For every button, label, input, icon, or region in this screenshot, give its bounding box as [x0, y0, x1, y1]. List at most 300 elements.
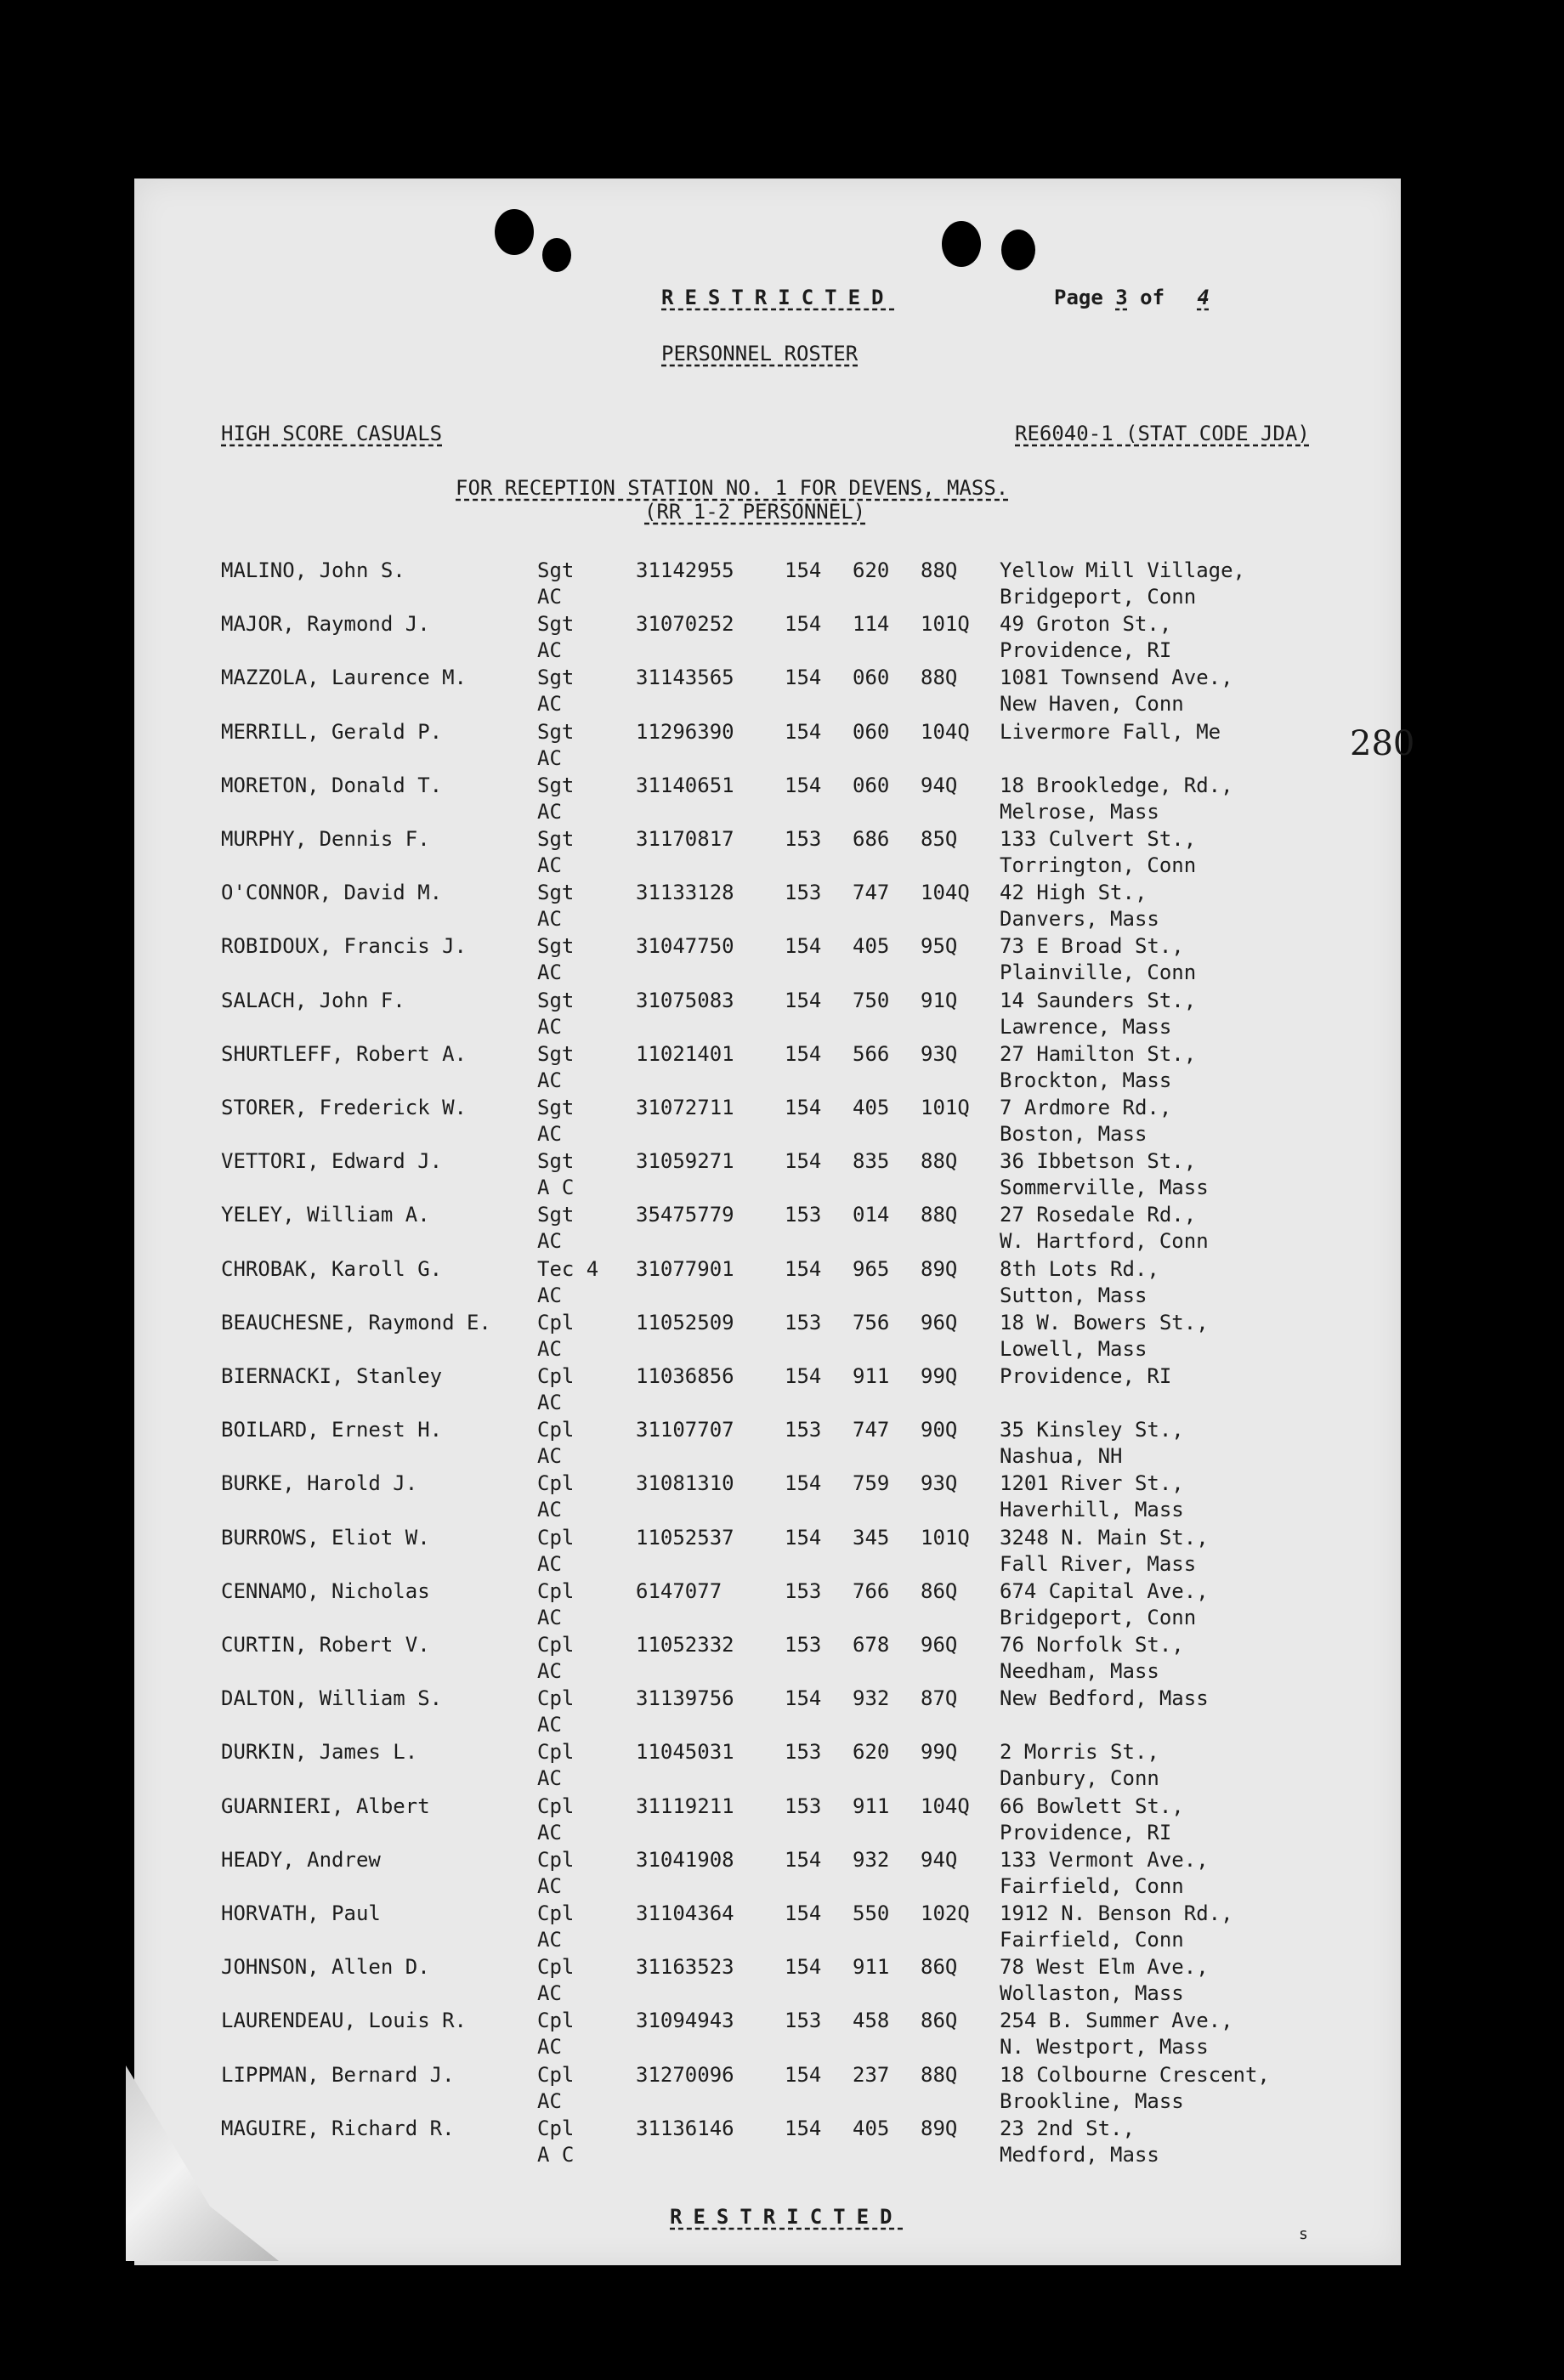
station-code: RE6040-1 (STAT CODE JDA) [1015, 422, 1310, 445]
roster-score: 93Q [921, 1471, 958, 1496]
roster-arm: AC [537, 1659, 562, 1683]
roster-grade: Cpl [537, 2009, 575, 2033]
roster-serial: 6147077 [636, 1578, 722, 1603]
roster-score: 104Q [921, 719, 970, 744]
roster-address-line2: Brookline, Mass [1000, 2088, 1184, 2113]
roster-address-line2: Bridgeport, Conn [1000, 585, 1197, 609]
roster-document-page [134, 178, 1401, 2265]
roster-address-line2: Danbury, Conn [1000, 1766, 1159, 1791]
roster-serial: 31077901 [636, 1256, 734, 1281]
roster-serial: 31041908 [636, 1847, 734, 1872]
roster-name: MERRILL, Gerald P. [221, 719, 443, 744]
roster-address-line1: 3248 N. Main St., [1000, 1525, 1209, 1550]
roster-address-line1: 18 Colbourne Crescent, [1000, 2062, 1270, 2087]
roster-arm: AC [537, 853, 562, 877]
roster-name: CHROBAK, Karoll G. [221, 1256, 443, 1281]
roster-grade: Cpl [537, 1525, 575, 1550]
roster-mos-1: 154 [785, 934, 822, 959]
roster-serial: 31139756 [636, 1686, 734, 1711]
table-row [134, 773, 1401, 827]
roster-score: 94Q [921, 1847, 958, 1872]
roster-address-line1: Yellow Mill Village, [1000, 558, 1245, 582]
roster-mos-2: 014 [853, 1203, 890, 1227]
roster-mos-2: 060 [853, 719, 890, 744]
table-row [134, 1954, 1401, 2009]
roster-address-line1: 1201 River St., [1000, 1471, 1184, 1496]
roster-address-line2: Fall River, Mass [1000, 1551, 1197, 1576]
roster-mos-2: 345 [853, 1525, 890, 1550]
roster-arm: AC [537, 1928, 562, 1952]
table-row [134, 1847, 1401, 1901]
roster-arm: AC [537, 1391, 562, 1414]
roster-address-line1: 73 E Broad St., [1000, 934, 1184, 959]
roster-grade: Cpl [537, 1364, 575, 1388]
roster-name: SALACH, John F. [221, 988, 405, 1012]
roster-address-line1: 23 2nd St., [1000, 2116, 1135, 2140]
roster-serial: 31047750 [636, 934, 734, 959]
roster-mos-1: 153 [785, 1578, 822, 1603]
roster-name: BURKE, Harold J. [221, 1471, 418, 1496]
roster-arm: AC [537, 692, 562, 717]
table-row [134, 1095, 1401, 1149]
roster-score: 104Q [921, 881, 970, 905]
roster-arm: AC [537, 1820, 562, 1844]
roster-grade: Cpl [537, 1310, 575, 1334]
roster-grade: Cpl [537, 1740, 575, 1765]
punch-hole [495, 209, 534, 255]
roster-grade: Sgt [537, 666, 575, 690]
roster-mos-1: 154 [785, 1471, 822, 1496]
roster-address-line1: 14 Saunders St., [1000, 988, 1197, 1012]
roster-score: 91Q [921, 988, 958, 1012]
table-row [134, 611, 1401, 666]
roster-serial: 11296390 [636, 719, 734, 744]
roster-arm: AC [537, 1336, 562, 1361]
roster-mos-1: 154 [785, 666, 822, 690]
roster-mos-2: 060 [853, 773, 890, 797]
roster-address-line1: New Bedford, Mass [1000, 1686, 1209, 1711]
roster-mos-2: 405 [853, 2116, 890, 2140]
roster-serial: 31136146 [636, 2116, 734, 2140]
classification-footer: RESTRICTED [670, 2205, 904, 2229]
roster-address-line2: Sommerville, Mass [1000, 1176, 1209, 1200]
roster-address-line1: Livermore Fall, Me [1000, 719, 1221, 744]
punch-hole [542, 238, 571, 272]
roster-grade: Sgt [537, 934, 575, 959]
roster-address-line2: Boston, Mass [1000, 1122, 1148, 1146]
roster-name: MALINO, John S. [221, 558, 405, 582]
roster-address-line2: Danvers, Mass [1000, 907, 1159, 932]
roster-serial: 31075083 [636, 988, 734, 1012]
roster-mos-1: 153 [785, 1794, 822, 1818]
roster-mos-2: 686 [853, 827, 890, 851]
roster-arm: AC [537, 1014, 562, 1039]
roster-mos-2: 678 [853, 1633, 890, 1657]
roster-score: 95Q [921, 934, 958, 959]
roster-arm: A C [537, 2142, 575, 2167]
roster-mos-1: 153 [785, 1310, 822, 1334]
roster-score: 88Q [921, 2062, 958, 2087]
table-row [134, 2062, 1401, 2116]
page-of-label: of [1140, 286, 1165, 309]
roster-score: 101Q [921, 1096, 970, 1119]
roster-address-line1: 42 High St., [1000, 881, 1148, 905]
roster-address-line1: 78 West Elm Ave., [1000, 1955, 1209, 1980]
roster-address-line1: Providence, RI [1000, 1364, 1172, 1388]
roster-address-line2: W. Hartford, Conn [1000, 1229, 1209, 1254]
roster-arm: AC [537, 799, 562, 824]
roster-mos-2: 766 [853, 1578, 890, 1603]
roster-serial: 31143565 [636, 666, 734, 690]
roster-grade: Sgt [537, 1041, 575, 1066]
roster-address-line1: 35 Kinsley St., [1000, 1418, 1184, 1442]
roster-score: 85Q [921, 827, 958, 851]
roster-address-line2: Brockton, Mass [1000, 1068, 1172, 1092]
roster-mos-2: 620 [853, 1740, 890, 1765]
roster-mos-2: 932 [853, 1686, 890, 1711]
document-title: PERSONNEL ROSTER [661, 342, 858, 366]
roster-address-line2: Lawrence, Mass [1000, 1014, 1172, 1039]
roster-grade: Sgt [537, 1096, 575, 1119]
roster-name: BIERNACKI, Stanley [221, 1364, 443, 1388]
table-row [134, 1901, 1401, 1955]
roster-grade: Sgt [537, 773, 575, 797]
roster-name: BEAUCHESNE, Raymond E. [221, 1310, 491, 1334]
roster-address-line1: 18 Brookledge, Rd., [1000, 773, 1233, 797]
roster-grade: Cpl [537, 1847, 575, 1872]
roster-serial: 31270096 [636, 2062, 734, 2087]
roster-grade: Sgt [537, 719, 575, 744]
roster-mos-2: 566 [853, 1041, 890, 1066]
roster-mos-2: 747 [853, 1418, 890, 1442]
roster-address-line2: Wollaston, Mass [1000, 1981, 1184, 2006]
roster-grade: Cpl [537, 2062, 575, 2087]
roster-mos-1: 154 [785, 1096, 822, 1119]
roster-grade: Sgt [537, 1149, 575, 1174]
roster-arm: AC [537, 1766, 562, 1791]
roster-arm: AC [537, 1605, 562, 1629]
roster-name: BOILARD, Ernest H. [221, 1418, 443, 1442]
roster-score: 101Q [921, 1525, 970, 1550]
roster-mos-1: 154 [785, 1149, 822, 1174]
roster-grade: Sgt [537, 881, 575, 905]
roster-address-line2: Plainville, Conn [1000, 960, 1197, 985]
roster-serial: 11036856 [636, 1364, 734, 1388]
roster-address-line1: 2 Morris St., [1000, 1740, 1159, 1765]
roster-serial: 31163523 [636, 1955, 734, 1980]
roster-mos-1: 153 [785, 881, 822, 905]
roster-mos-1: 154 [785, 612, 822, 637]
page-indicator [1054, 286, 1230, 309]
roster-address-line2: Melrose, Mass [1000, 799, 1159, 824]
roster-mos-2: 932 [853, 1847, 890, 1872]
roster-grade: Sgt [537, 1203, 575, 1227]
roster-name: HEADY, Andrew [221, 1847, 381, 1872]
roster-serial: 11052537 [636, 1525, 734, 1550]
roster-mos-2: 405 [853, 934, 890, 959]
table-row [134, 1470, 1401, 1525]
roster-arm: AC [537, 1444, 562, 1469]
roster-mos-2: 911 [853, 1955, 890, 1980]
roster-score: 88Q [921, 1203, 958, 1227]
punch-hole [1001, 230, 1035, 270]
roster-name: STORER, Frederick W. [221, 1096, 467, 1119]
roster-name: BURROWS, Eliot W. [221, 1525, 430, 1550]
roster-name: GUARNIERI, Albert [221, 1794, 430, 1818]
roster-name: YELEY, William A. [221, 1203, 430, 1227]
roster-serial: 31104364 [636, 1901, 734, 1925]
roster-address-line2: Providence, RI [1000, 1820, 1172, 1844]
roster-mos-2: 759 [853, 1471, 890, 1496]
roster-mos-2: 620 [853, 558, 890, 582]
roster-serial: 31142955 [636, 558, 734, 582]
roster-score: 96Q [921, 1310, 958, 1334]
page-number: 3 [1115, 286, 1128, 309]
roster-serial: 31059271 [636, 1149, 734, 1174]
roster-arm: AC [537, 585, 562, 609]
roster-address-line2: Providence, RI [1000, 638, 1172, 663]
bottom-mark: s [1299, 2225, 1308, 2243]
roster-address-line1: 133 Vermont Ave., [1000, 1847, 1209, 1872]
roster-serial: 31140651 [636, 773, 734, 797]
roster-mos-1: 154 [785, 1955, 822, 1980]
roster-mos-2: 550 [853, 1901, 890, 1925]
roster-arm: AC [537, 2035, 562, 2060]
table-row [134, 2008, 1401, 2062]
roster-address-line1: 18 W. Bowers St., [1000, 1310, 1209, 1334]
table-row [134, 988, 1401, 1042]
roster-grade: Sgt [537, 827, 575, 851]
roster-arm: AC [537, 1873, 562, 1898]
roster-mos-1: 153 [785, 1740, 822, 1765]
destination-subline: (RR 1-2 PERSONNEL) [644, 500, 866, 524]
roster-address-line1: 8th Lots Rd., [1000, 1256, 1159, 1281]
roster-mos-2: 747 [853, 881, 890, 905]
roster-grade: Cpl [537, 1955, 575, 1980]
table-row [134, 719, 1401, 774]
roster-score: 102Q [921, 1901, 970, 1925]
table-row [134, 1363, 1401, 1418]
roster-address-line1: 1912 N. Benson Rd., [1000, 1901, 1233, 1925]
roster-name: DURKIN, James L. [221, 1740, 418, 1765]
roster-grade: Sgt [537, 558, 575, 582]
roster-mos-1: 154 [785, 1364, 822, 1388]
roster-serial: 11052509 [636, 1310, 734, 1334]
table-row [134, 880, 1401, 934]
roster-arm: AC [537, 1122, 562, 1146]
roster-score: 89Q [921, 2116, 958, 2140]
roster-serial: 31094943 [636, 2009, 734, 2033]
roster-name: O'CONNOR, David M. [221, 881, 443, 905]
roster-score: 93Q [921, 1041, 958, 1066]
roster-mos-1: 153 [785, 1418, 822, 1442]
roster-name: CENNAMO, Nicholas [221, 1578, 430, 1603]
roster-name: MURPHY, Dennis F. [221, 827, 430, 851]
roster-mos-1: 153 [785, 2009, 822, 2033]
roster-mos-1: 154 [785, 773, 822, 797]
roster-serial: 31072711 [636, 1096, 734, 1119]
roster-address-line1: 1081 Townsend Ave., [1000, 666, 1233, 690]
roster-address-line2: N. Westport, Mass [1000, 2035, 1209, 2060]
roster-arm: AC [537, 2088, 562, 2113]
roster-score: 88Q [921, 666, 958, 690]
table-row [134, 1578, 1401, 1633]
page-label: Page [1054, 286, 1103, 309]
roster-mos-1: 154 [785, 2116, 822, 2140]
roster-name: JOHNSON, Allen D. [221, 1955, 430, 1980]
roster-mos-1: 154 [785, 1525, 822, 1550]
table-row [134, 826, 1401, 881]
table-row [134, 1310, 1401, 1364]
roster-score: 88Q [921, 1149, 958, 1174]
roster-address-line1: 36 Ibbetson St., [1000, 1149, 1197, 1174]
roster-mos-2: 114 [853, 612, 890, 637]
roster-score: 86Q [921, 2009, 958, 2033]
classification-header: RESTRICTED [661, 286, 895, 309]
table-row [134, 1632, 1401, 1686]
roster-arm: AC [537, 1229, 562, 1254]
table-row [134, 1148, 1401, 1203]
roster-name: CURTIN, Robert V. [221, 1633, 430, 1657]
roster-name: SHURTLEFF, Robert A. [221, 1041, 467, 1066]
roster-score: 104Q [921, 1794, 970, 1818]
roster-grade: Tec 4 [537, 1256, 599, 1281]
roster-name: MAJOR, Raymond J. [221, 612, 430, 637]
roster-mos-2: 756 [853, 1310, 890, 1334]
roster-arm: AC [537, 1498, 562, 1522]
roster-name: MAZZOLA, Laurence M. [221, 666, 467, 690]
roster-name: HORVATH, Paul [221, 1901, 381, 1925]
roster-arm: AC [537, 745, 562, 770]
roster-mos-2: 750 [853, 988, 890, 1012]
roster-mos-1: 154 [785, 719, 822, 744]
roster-mos-1: 153 [785, 1633, 822, 1657]
roster-name: LAURENDEAU, Louis R. [221, 2009, 467, 2033]
punch-hole [942, 221, 981, 267]
roster-grade: Cpl [537, 1901, 575, 1925]
roster-serial: 11045031 [636, 1740, 734, 1765]
roster-name: DALTON, William S. [221, 1686, 443, 1711]
roster-mos-1: 154 [785, 1686, 822, 1711]
roster-arm: AC [537, 1981, 562, 2006]
roster-mos-1: 154 [785, 558, 822, 582]
roster-arm: AC [537, 960, 562, 985]
roster-name: VETTORI, Edward J. [221, 1149, 443, 1174]
roster-address-line2: Medford, Mass [1000, 2142, 1159, 2167]
roster-mos-1: 154 [785, 988, 822, 1012]
roster-serial: 31170817 [636, 827, 734, 851]
roster-arm: AC [537, 1068, 562, 1092]
roster-grade: Cpl [537, 1418, 575, 1442]
roster-arm: AC [537, 1551, 562, 1576]
roster-grade: Sgt [537, 988, 575, 1012]
roster-serial: 31081310 [636, 1471, 734, 1496]
roster-score: 86Q [921, 1955, 958, 1980]
roster-serial: 35475779 [636, 1203, 734, 1227]
table-row [134, 1202, 1401, 1256]
table-row [134, 1794, 1401, 1848]
roster-address-line1: 27 Hamilton St., [1000, 1041, 1197, 1066]
roster-address-line2: Needham, Mass [1000, 1659, 1159, 1683]
roster-mos-1: 154 [785, 1256, 822, 1281]
roster-address-line2: Sutton, Mass [1000, 1283, 1148, 1307]
roster-serial: 31070252 [636, 612, 734, 637]
roster-score: 101Q [921, 612, 970, 637]
roster-score: 90Q [921, 1418, 958, 1442]
roster-address-line2: Fairfield, Conn [1000, 1928, 1184, 1952]
roster-arm: AC [537, 907, 562, 932]
table-row [134, 2116, 1401, 2170]
roster-mos-2: 965 [853, 1256, 890, 1281]
roster-mos-2: 405 [853, 1096, 890, 1119]
roster-grade: Cpl [537, 1471, 575, 1496]
roster-mos-1: 153 [785, 1203, 822, 1227]
roster-mos-2: 060 [853, 666, 890, 690]
roster-mos-1: 154 [785, 1901, 822, 1925]
roster-name: MORETON, Donald T. [221, 773, 443, 797]
table-row [134, 665, 1401, 719]
roster-address-line1: 7 Ardmore Rd., [1000, 1096, 1172, 1119]
roster-grade: Cpl [537, 1633, 575, 1657]
roster-address-line2: Nashua, NH [1000, 1444, 1123, 1469]
roster-mos-1: 154 [785, 1847, 822, 1872]
roster-address-line1: 49 Groton St., [1000, 612, 1172, 637]
roster-mos-2: 911 [853, 1364, 890, 1388]
table-row [134, 1041, 1401, 1096]
roster-mos-1: 154 [785, 2062, 822, 2087]
roster-mos-1: 153 [785, 827, 822, 851]
roster-mos-2: 458 [853, 2009, 890, 2033]
roster-address-line1: 254 B. Summer Ave., [1000, 2009, 1233, 2033]
page-total: 4 [1197, 286, 1210, 309]
roster-serial: 31119211 [636, 1794, 734, 1818]
roster-address-line1: 27 Rosedale Rd., [1000, 1203, 1197, 1227]
table-row [134, 1417, 1401, 1471]
roster-mos-2: 835 [853, 1149, 890, 1174]
roster-name: ROBIDOUX, Francis J. [221, 934, 467, 959]
roster-address-line2: New Haven, Conn [1000, 692, 1184, 717]
roster-score: 88Q [921, 558, 958, 582]
roster-address-line2: Torrington, Conn [1000, 853, 1197, 877]
roster-grade: Cpl [537, 1686, 575, 1711]
roster-serial: 11052332 [636, 1633, 734, 1657]
table-row [134, 1686, 1401, 1740]
destination-line: FOR RECEPTION STATION NO. 1 FOR DEVENS, MASS. [456, 476, 1009, 500]
roster-address-line1: 76 Norfolk St., [1000, 1633, 1184, 1657]
roster-arm: AC [537, 638, 562, 663]
roster-serial: 31107707 [636, 1418, 734, 1442]
roster-name: MAGUIRE, Richard R. [221, 2116, 455, 2140]
roster-arm: AC [537, 1713, 562, 1737]
roster-grade: Cpl [537, 1578, 575, 1603]
table-row [134, 558, 1401, 612]
roster-serial: 11021401 [636, 1041, 734, 1066]
roster-arm: AC [537, 1283, 562, 1307]
roster-mos-2: 911 [853, 1794, 890, 1818]
roster-address-line2: Fairfield, Conn [1000, 1873, 1184, 1898]
table-row [134, 933, 1401, 988]
roster-arm: A C [537, 1176, 575, 1200]
roster-address-line1: 133 Culvert St., [1000, 827, 1197, 851]
roster-address-line2: Lowell, Mass [1000, 1336, 1148, 1361]
roster-address-line2: Haverhill, Mass [1000, 1498, 1184, 1522]
roster-address-line1: 674 Capital Ave., [1000, 1578, 1209, 1603]
roster-score: 96Q [921, 1633, 958, 1657]
group-heading: HIGH SCORE CASUALS [221, 422, 443, 445]
roster-mos-1: 154 [785, 1041, 822, 1066]
roster-grade: Sgt [537, 612, 575, 637]
roster-score: 86Q [921, 1578, 958, 1603]
